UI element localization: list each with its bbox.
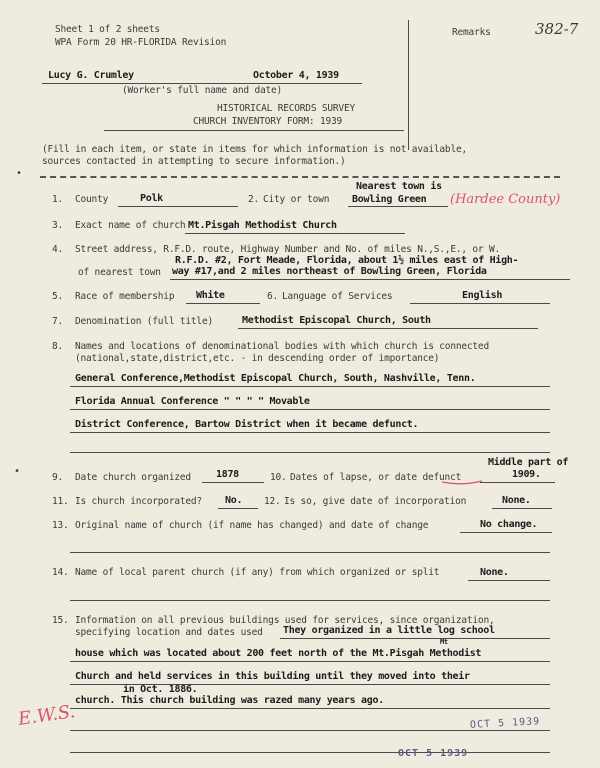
item-11-label: Is church incorporated?	[75, 496, 202, 507]
worker-name: Lucy G. Crumley	[48, 70, 134, 81]
item-6-label: Language of Services	[282, 291, 393, 302]
item-15-label-2: specifying location and dates used	[75, 627, 263, 638]
item-8-number: 8.	[52, 341, 64, 352]
item-5-number: 5.	[52, 291, 64, 302]
item-9-label: Date church organized	[75, 472, 191, 483]
item-8-line-1	[70, 386, 550, 387]
remarks-heading: Remarks	[452, 27, 491, 38]
item-4-number: 4.	[52, 244, 64, 255]
item-10-number: 10.	[270, 472, 287, 483]
item-5-label: Race of membership	[75, 291, 175, 302]
item-12-value: None.	[502, 495, 531, 506]
item-12-number: 12.	[264, 496, 281, 507]
item-11-number: 11.	[52, 496, 69, 507]
item-13-line-2	[70, 552, 550, 553]
item-6-number: 6.	[267, 291, 279, 302]
item-12-line	[492, 508, 552, 509]
item-7-value: Methodist Episcopal Church, South	[242, 315, 431, 326]
item-2-value-top: Nearest town is	[356, 181, 442, 192]
item-8-line-2	[70, 409, 550, 410]
item-2-number: 2.	[248, 194, 260, 205]
item-15-value-2: house which was located about 200 feet north of the Mt.Pisgah Methodist	[75, 648, 482, 659]
item-8-label-1: Names and locations of denominational bodies with which church is connected	[75, 341, 489, 352]
item-6-line	[410, 303, 550, 304]
item-10-value-top: Middle part of	[488, 457, 569, 468]
item-4-label: Street address, R.F.D. route, Highway Number and No. of miles N.,S.,E., or W.	[75, 244, 501, 255]
item-1-value: Polk	[140, 193, 163, 204]
item-8-value-1: General Conference,Methodist Episcopal Church, South, Nashville, Tenn.	[75, 373, 476, 384]
item-15-value-1: They organized in a little log school	[283, 625, 495, 636]
item-4-label-2: of nearest town	[78, 267, 161, 278]
item-1-line	[118, 206, 238, 207]
item-15-label-1: Information on all previous buildings used for services, since organization,	[75, 615, 495, 626]
form-title: HISTORICAL RECORDS SURVEY	[217, 103, 355, 114]
item-14-label: Name of local parent church (if any) from which organized or split	[75, 567, 440, 578]
item-15-line-6	[70, 752, 550, 753]
item-13-line	[460, 532, 552, 533]
item-8-label-2: (national,state,district,etc. - in descending order of importance)	[75, 353, 440, 364]
item-3-number: 3.	[52, 220, 64, 231]
item-5-value: White	[196, 290, 225, 301]
item-15-number: 15.	[52, 615, 69, 626]
item-4-value-1: R.F.D. #2, Fort Meade, Florida, about 1½ miles east of High-	[175, 255, 519, 266]
item-12-label: Is so, give date of incorporation	[284, 496, 467, 507]
margin-mark: •	[16, 168, 23, 179]
item-15-line-1	[280, 638, 550, 639]
section-rule	[40, 176, 560, 178]
item-6-value: English	[462, 290, 503, 301]
item-1-number: 1.	[52, 194, 64, 205]
item-3-line	[185, 233, 405, 234]
instructions-line-1: (Fill in each item, or state in items for which information is not available,	[42, 144, 468, 155]
title-rule	[104, 130, 404, 131]
item-8-value-3: District Conference, Bartow District when it became defunct.	[75, 419, 419, 430]
form-number: WPA Form 20 HR-FLORIDA Revision	[55, 37, 227, 48]
item-14-value: None.	[480, 567, 509, 578]
item-2-line	[348, 206, 448, 207]
item-5-line	[186, 303, 260, 304]
item-10-label: Dates of lapse, or date defunct	[290, 472, 462, 483]
item-8-line-3	[70, 432, 550, 433]
item-13-label: Original name of church (if name has changed) and date of change	[75, 520, 429, 531]
item-10-red-underline	[440, 478, 484, 486]
item-15-mt-superscript: Mt	[440, 638, 448, 646]
received-stamp-1: OCT 5 1939	[469, 716, 541, 731]
item-11-value: No.	[225, 495, 243, 506]
remarks-divider	[408, 20, 409, 150]
item-14-line-2	[70, 600, 550, 601]
item-4-line	[170, 279, 570, 280]
item-14-number: 14.	[52, 567, 69, 578]
item-15-line-4	[70, 708, 550, 709]
item-15-value-4-top: in Oct. 1886.	[123, 684, 198, 695]
item-10-line	[480, 482, 555, 483]
worker-label: (Worker's full name and date)	[122, 85, 283, 96]
margin-mark-2: •	[14, 466, 21, 477]
item-7-line	[238, 328, 538, 329]
item-2-value: Bowling Green	[352, 194, 427, 205]
item-13-value: No change.	[480, 519, 538, 530]
item-10-value: 1909.	[512, 469, 541, 480]
received-stamp-2: OCT 5 1939	[398, 748, 469, 759]
item-9-value: 1878	[216, 469, 239, 480]
item-8-value-2: Florida Annual Conference " " " " Movable	[75, 396, 310, 407]
worker-date: October 4, 1939	[253, 70, 339, 81]
sheet-count: Sheet 1 of 2 sheets	[55, 24, 160, 35]
item-9-number: 9.	[52, 472, 64, 483]
instructions-line-2: sources contacted in attempting to secure information.)	[42, 156, 346, 167]
item-3-label: Exact name of church	[75, 220, 186, 231]
item-8-line-4	[70, 452, 550, 453]
item-14-line	[468, 580, 550, 581]
item-3-value: Mt.Pisgah Methodist Church	[188, 220, 337, 231]
item-15-value-3: Church and held services in this building until they moved into their	[75, 671, 470, 682]
item-1-label: County	[75, 194, 109, 205]
item-2-handwritten-note: (Hardee County)	[450, 192, 561, 207]
item-9-line	[202, 482, 264, 483]
item-15-line-2	[70, 661, 550, 662]
item-4-value-2: way #17,and 2 miles northeast of Bowling Green, Florida	[172, 266, 487, 277]
form-subtitle: CHURCH INVENTORY FORM: 1939	[193, 116, 343, 127]
item-2-label: City or town	[263, 194, 330, 205]
item-7-label: Denomination (full title)	[75, 316, 213, 327]
item-13-number: 13.	[52, 520, 69, 531]
item-15-value-4: church. This church building was razed many years ago.	[75, 695, 384, 706]
worker-underline	[42, 83, 362, 84]
item-7-number: 7.	[52, 316, 64, 327]
reviewer-initials: E.W.S.	[16, 701, 77, 730]
item-11-line	[218, 508, 258, 509]
archive-number: 382-7	[535, 20, 579, 38]
